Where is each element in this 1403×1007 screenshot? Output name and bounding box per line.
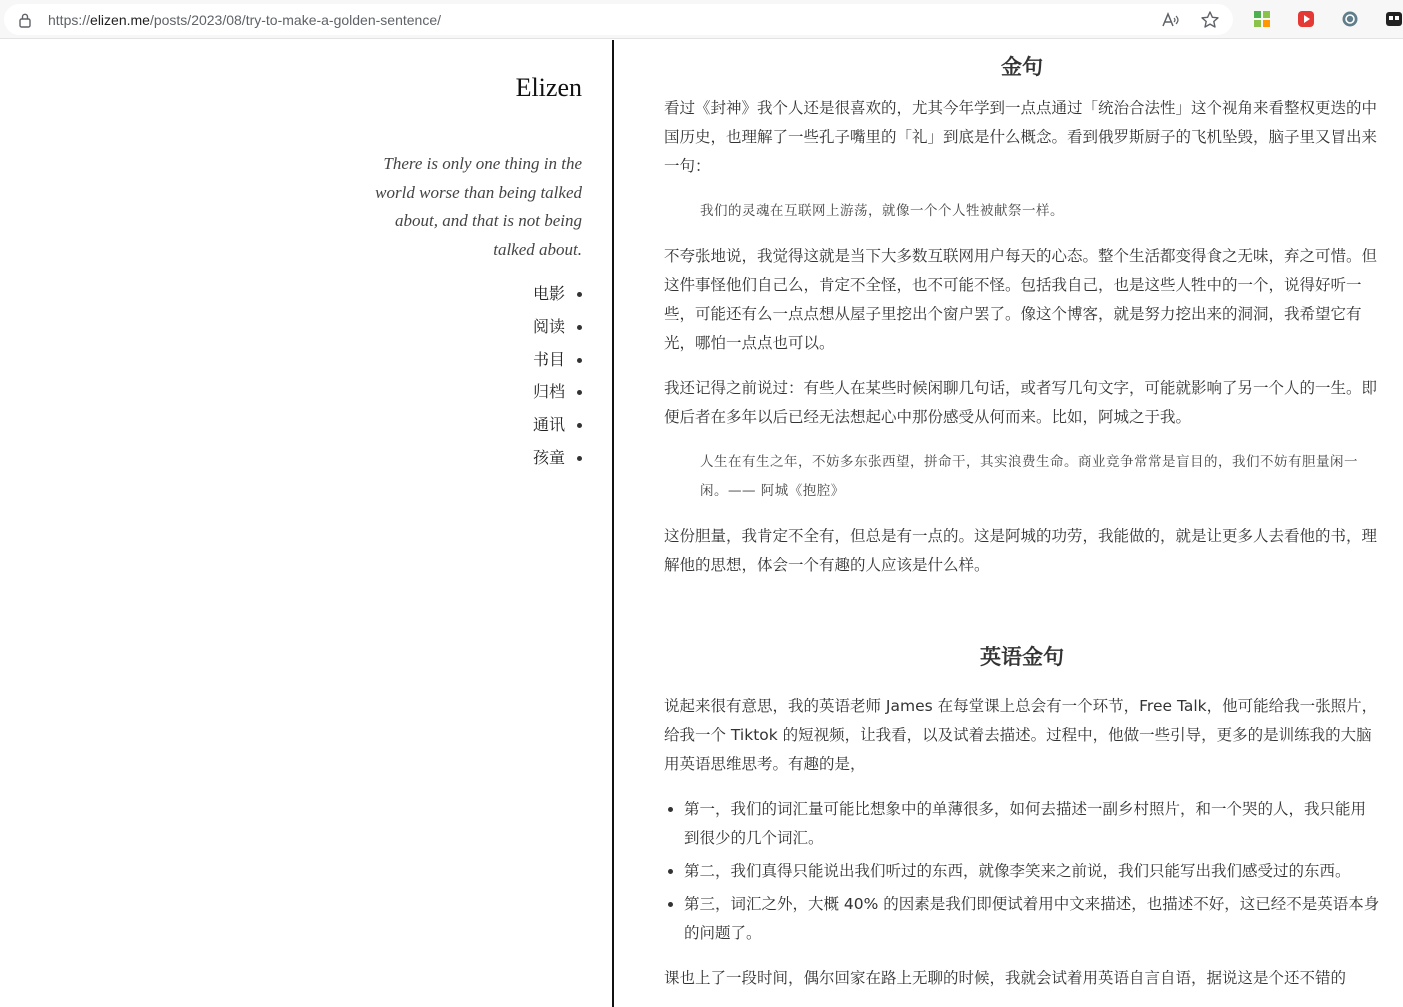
list-item: • 第三，词汇之外，大概 40% 的因素是我们即便试着用中文来描述，也描述不好，这已经不是英语本身的问题了。 [684, 890, 1380, 948]
nav-item-archive[interactable] [533, 376, 582, 409]
bullet-icon [577, 325, 582, 330]
sidebar [0, 40, 612, 1007]
nav-label: 通讯 [532, 415, 565, 435]
nav-label: 归档 [532, 382, 565, 402]
nav-label: 孩童 [532, 447, 565, 467]
favorite-star-icon[interactable] [1200, 10, 1220, 30]
browser-toolbar [0, 0, 1403, 39]
article-paragraph: 看过《封神》我个人还是很喜欢的，尤其今年学到一点点通过「统治合法性」这个视角来看整权更迭的中国历史，也理解了一些孔子嘴里的「礼」到底是什么概念。看到俄罗斯厨子的飞机坠毁，脑子里又冒出来一句： [664, 99, 1378, 175]
article-paragraph: 说起来很有意思，我的英语老师 James 在每堂课上总会有一个环节，Free Talk，他可能给我一张照片，给我一个 Tiktok 的短视频，让我看，以及试着去描述。过程中，他做一些引导，更多的是训练我的大脑用英语思维思考。有趣的是， [664, 697, 1378, 773]
site-tagline: There is only one thing in the world worse than being talked about, and that is not being talked about. [375, 154, 582, 260]
profile-extension-icon[interactable] [1385, 10, 1403, 28]
url-text[interactable] [48, 11, 441, 29]
address-bar[interactable] [4, 4, 1233, 35]
nav-label: 阅读 [532, 316, 565, 336]
article-paragraph: 我还记得之前说过：有些人在某些时候闲聊几句话，或者写几句文字，可能就影响了另一个人的一生。即便后者在多年以后已经无法想起心中那份感受从何而来。比如，阿城之于我。 [664, 379, 1378, 426]
section-heading-english-golden-sentence: 英语金句 [980, 645, 1064, 669]
article-blockquote: 我们的灵魂在互联网上游荡，就像一个个人牲被献祭一样。 [700, 203, 1064, 219]
nav-item-booklist[interactable] [533, 344, 582, 377]
bullet-icon [577, 358, 582, 363]
bullet-icon [577, 390, 582, 395]
read-aloud-icon[interactable] [1160, 10, 1180, 30]
nav-label: 电影 [532, 284, 565, 303]
article-paragraph: 这份胆量，我肯定不全有，但总是有一点的。这是阿城的功劳，我能做的，就是让更多人去看他的书，理解他的思想，体会一个有趣的人应该是什么样。 [664, 527, 1378, 574]
article-list [664, 795, 1380, 948]
sidebar-nav [533, 278, 582, 475]
url-host: elizen.me [90, 12, 150, 28]
bullet-icon [577, 423, 582, 428]
list-item: • 第二，我们真得只能说出我们听过的东西，就像李笑来之前说，我们只能写出我们感受过的东西。 [684, 857, 1380, 886]
url-path: /posts/2023/08/try-to-make-a-golden-sentence/ [149, 12, 441, 28]
url-prefix: https:// [48, 12, 91, 28]
video-extension-icon[interactable] [1297, 10, 1315, 28]
qr-extension-icon[interactable] [1253, 10, 1271, 28]
nav-item-movies[interactable] [533, 278, 582, 311]
nav-item-reading[interactable] [533, 311, 582, 344]
article-content [664, 40, 1380, 1007]
nav-item-newsletter[interactable] [533, 409, 582, 442]
article-paragraph: 课也上了一段时间，偶尔回家在路上无聊的时候，我就会试着用英语自言自语，据说这是个还不错的 [664, 969, 1347, 987]
sidebar-divider [612, 40, 614, 1007]
article-paragraph: 不夸张地说，我觉得这就是当下大多数互联网用户每天的心态。整个生活都变得食之无味，弃之可惜。但这件事怪他们自己么，肯定不全怪，也不可能不怪。包括我自己，也是这些人牲中的一个，说得好听一些，可能还有么一点点想从屋子里挖出个窗户罢了。像这个博客，就是努力挖出来的洞洞，我希望它有光，哪怕一点点也可以。 [664, 247, 1378, 352]
bullet-icon [577, 456, 582, 461]
bullet-icon [577, 292, 582, 297]
nav-label: 书目 [532, 349, 565, 369]
lock-icon[interactable] [18, 12, 32, 28]
nav-item-children[interactable] [533, 442, 582, 475]
article-blockquote: 人生在有生之年，不妨多东张西望，拼命干，其实浪费生命。商业竞争常常是盲目的，我们不妨有胆量闲一闲。—— 阿城《抱腔》 [700, 454, 1358, 499]
site-title[interactable]: Elizen [515, 73, 582, 102]
section-heading-golden-sentence: 金句 [1001, 55, 1043, 79]
circle-extension-icon[interactable] [1341, 10, 1359, 28]
list-item: • 第一，我们的词汇量可能比想象中的单薄很多，如何去描述一副乡村照片，和一个哭的人，我只能用到很少的几个词汇。 [684, 795, 1380, 853]
